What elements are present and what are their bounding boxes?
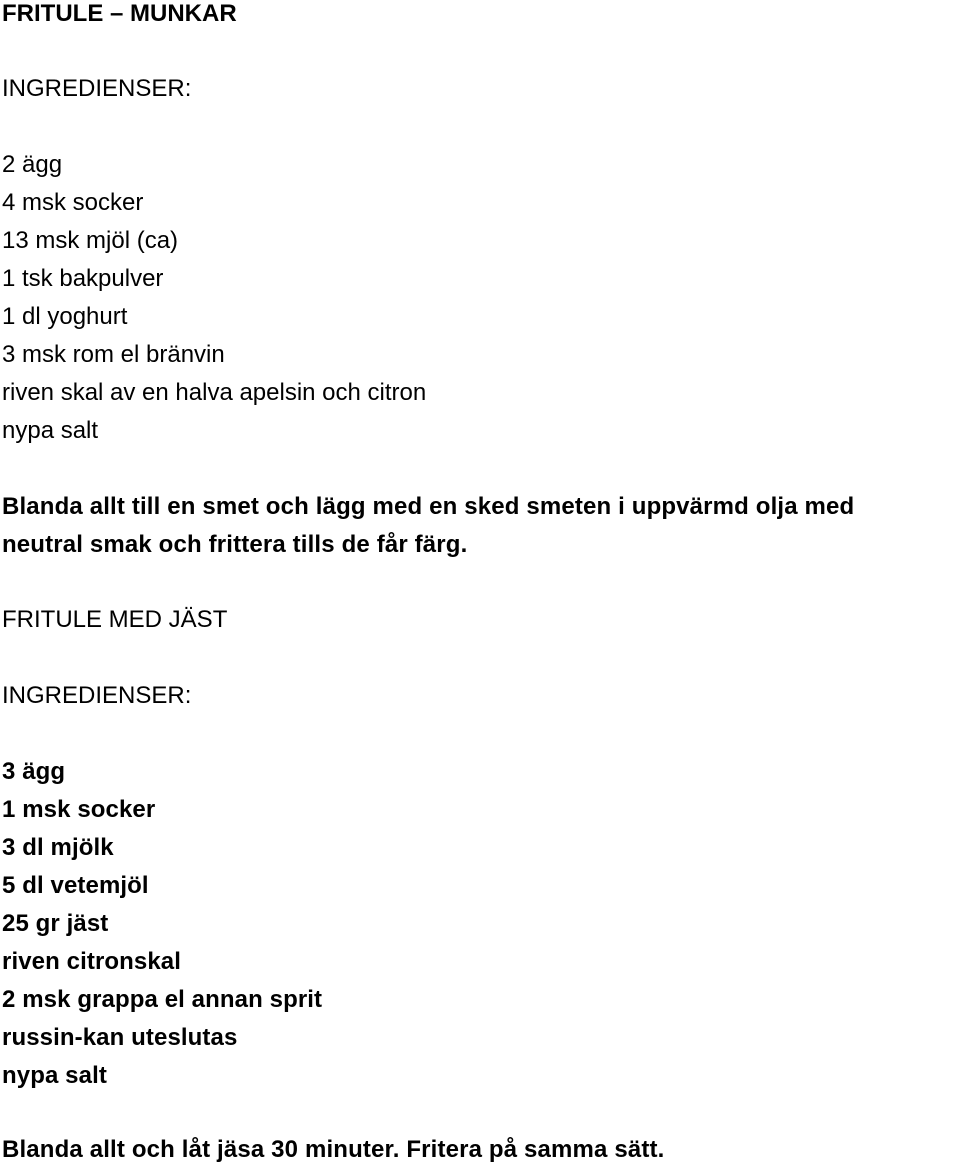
ingredient-item: 1 tsk bakpulver [2,265,164,292]
recipe2-ingredients-heading: INGREDIENSER: [2,682,192,709]
ingredient-item: 4 msk socker [2,189,144,216]
ingredient-item: 5 dl vetemjöl [2,872,149,899]
ingredient-item: 25 gr jäst [2,910,109,937]
ingredient-item: 2 msk grappa el annan sprit [2,986,323,1013]
ingredient-item: 2 ägg [2,151,63,178]
recipe2-instructions: Blanda allt och låt jäsa 30 minuter. Fritera på samma sätt. [2,1136,665,1163]
recipe1-ingredients-list [2,146,426,450]
recipe1-instructions-line2: neutral smak och frittera tills de får färg. [2,531,468,558]
ingredient-item: 1 dl yoghurt [2,303,128,330]
recipe2-title: FRITULE MED JÄST [2,606,228,633]
ingredient-item: 3 msk rom el bränvin [2,341,225,368]
recipe1-instructions-line1: Blanda allt till en smet och lägg med en sked smeten i uppvärmd olja med [2,493,855,520]
ingredient-item: riven citronskal [2,948,182,975]
ingredient-item: 3 ägg [2,758,66,785]
ingredient-item: riven skal av en halva apelsin och citron [2,379,427,406]
recipe1-ingredients-heading: INGREDIENSER: [2,75,192,102]
ingredient-item: nypa salt [2,417,99,444]
recipe2-ingredients-list [2,753,322,1095]
recipe1-title: FRITULE – MUNKAR [2,0,237,27]
ingredient-item: 13 msk mjöl (ca) [2,227,179,254]
ingredient-item: 1 msk socker [2,796,156,823]
ingredient-item: russin-kan uteslutas [2,1024,238,1051]
ingredient-item: 3 dl mjölk [2,834,114,861]
ingredient-item: nypa salt [2,1062,107,1089]
